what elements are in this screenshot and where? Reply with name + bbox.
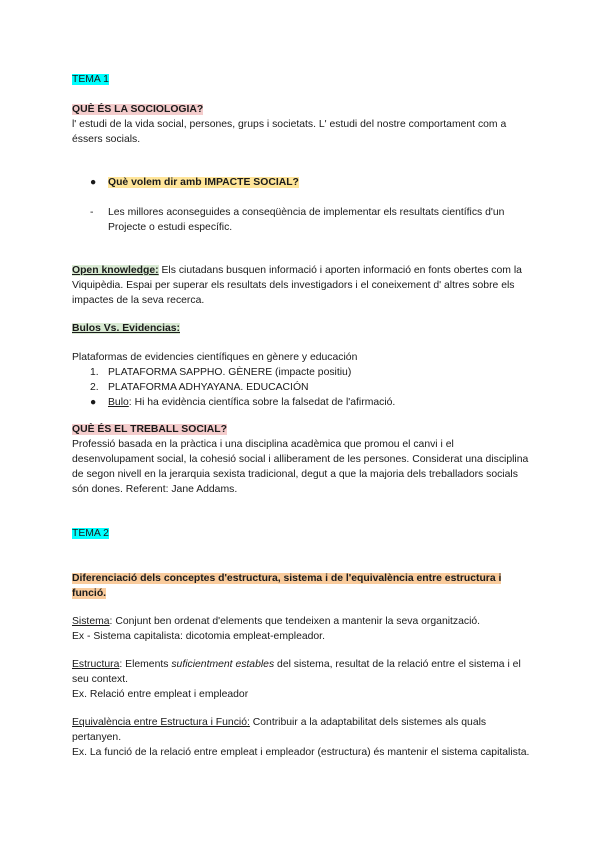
impacte-bullet-item [72,175,532,190]
bulos-heading: Bulos Vs. Evidencias: [72,323,180,334]
equivalencia-example: Ex. La funció de la relació entre empleat i empleador (estructura) és mantenir el sistema capitalista. [72,747,530,758]
bulos-section [72,321,532,336]
impacte-section [72,175,532,235]
list-item [72,380,532,395]
estructura-text-a: : Elements [119,659,172,670]
tema1-label-line [72,72,532,87]
bullet-icon: ● [90,177,97,188]
impacte-text: Les millores aconseguides a conseqüència de implementar els resultats científics d'un Projecte o estudi específic. [108,207,505,233]
open-knowledge-term: Open knowledge: [72,265,159,276]
equivalencia-text: Contribuir a la adaptabilitat dels sistemes als quals pertanyen. [72,717,487,743]
treball-social-heading: QUÈ ÉS EL TREBALL SOCIAL? [72,424,227,435]
treball-social-body: Professió basada en la pràctica i una disciplina acadèmica que promou el canvi i el desenvolupament social, la cohesió social i alliberament de les persones. Considerat una disciplina de segon nivell en la jerarquia sexista tradicional, degut a que la majoria dels treballadors socials són dones. Referent: Jane Addams. [72,439,529,495]
estructura-italic: suficientment estables [171,659,275,670]
list-item [72,365,532,380]
equivalencia-term: Equivalència entre Estructura i Funció: [72,717,250,728]
bulo-item [72,395,532,410]
estructura-term: Estructura [72,659,120,670]
estructura-text-b: del sistema, resultat de la relació entre el sistema i el seu context. [72,659,521,685]
impacte-heading: Què volem dir amb IMPACTE SOCIAL? [108,177,299,188]
sistema-example: Ex - Sistema capitalista: dicotomia empleat-empleador. [72,631,325,642]
sistema-term: Sistema [72,616,110,627]
tema2-label-line [72,526,532,541]
estructura-section [72,657,532,702]
open-knowledge-text: Els ciutadans busquen informació i aporten informació en fonts obertes com la Viquipèdia. Espai per superar els resultats dels investigadors i el coneixement d' altres sobre els impactes de la seva recerca. [72,265,522,306]
sistema-text: : Conjunt ben ordenat d'elements que tendeixen a mantenir la seva organització. [109,616,481,627]
list-item-text: PLATAFORMA SAPPHO. GÈNERE (impacte positiu) [108,367,352,378]
sociologia-body: l' estudi de la vida social, persones, grups i societats. L' estudi del nostre comportament com a éssers socials. [72,119,507,145]
open-knowledge-section [72,263,532,308]
bulo-term: Bulo [108,397,129,408]
sistema-section [72,614,532,644]
sociologia-heading: QUÈ ÉS LA SOCIOLOGIA? [72,104,204,115]
treball-social-section [72,422,532,497]
tema2-heading-section [72,571,532,601]
impacte-dash-item [72,205,532,235]
bulos-intro: Plataformas de evidencies científiques en gènere y educación [72,352,358,363]
tema2-label: TEMA 2 [72,528,109,539]
sociologia-section [72,102,532,147]
list-marker: 2. [90,382,99,393]
estructura-example: Ex. Relació entre empleat i empleador [72,689,249,700]
equivalencia-section [72,715,532,760]
bullet-icon: ● [90,397,97,408]
tema2-heading: Diferenciació dels conceptes d'estructura, sistema i de l'equivalència entre estructura i funció. [72,573,502,599]
list-marker: 1. [90,367,99,378]
tema1-label: TEMA 1 [72,74,109,85]
list-item-text: PLATAFORMA ADHYAYANA. EDUCACIÓN [108,382,309,393]
bulos-list-section [72,350,532,410]
dash-marker: - [90,207,94,218]
bulo-text: : Hi ha evidència científica sobre la falsedat de l'afirmació. [128,397,396,408]
